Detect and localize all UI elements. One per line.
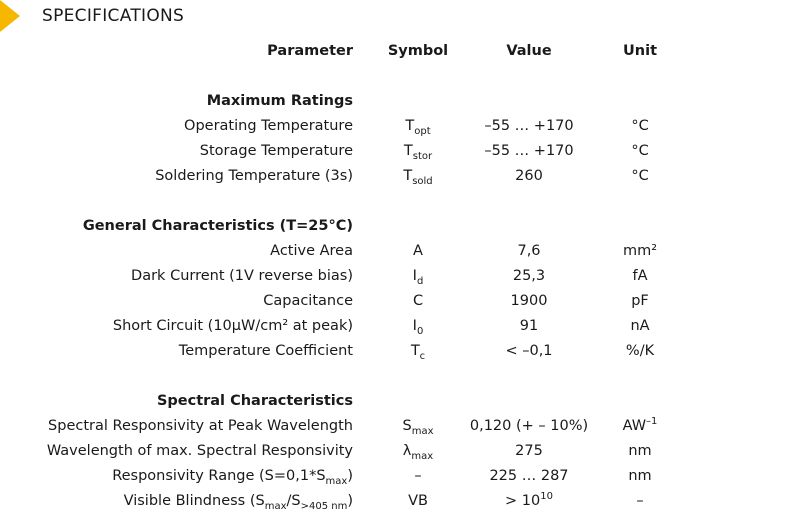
symbol-cell: $T_{opt}$: [405, 118, 431, 137]
column-header-unit: Unit: [623, 43, 657, 59]
section-title: Spectral Characteristics: [156, 393, 353, 409]
value-cell: 260: [515, 168, 543, 184]
parameter-cell: Active Area: [270, 243, 353, 259]
table-row: [0, 339, 799, 364]
unit-cell: pF: [631, 293, 649, 309]
symbol-cell: $T_c$: [410, 343, 426, 362]
section-title-general: [0, 214, 799, 239]
value-cell: 0,120 (+ – 10%): [469, 418, 589, 434]
unit-cell: °C: [631, 143, 649, 159]
parameter-cell: Dark Current (1V reverse bias): [131, 268, 353, 284]
section-title-spectral: [0, 389, 799, 414]
value-cell: 1900: [510, 293, 548, 309]
parameter-cell: Temperature Coefficient: [178, 343, 353, 359]
column-header-symbol: Symbol: [387, 43, 449, 59]
value-cell: –55 … +170: [484, 118, 574, 134]
unit-cell: nA: [630, 318, 650, 334]
table-row: [0, 239, 799, 264]
symbol-cell: –: [414, 468, 422, 484]
symbol-cell: $S_{max}$: [402, 418, 434, 437]
symbol-cell: $T_{stor}$: [403, 143, 433, 162]
value-cell: 225 … 287: [489, 468, 569, 484]
parameter-cell: Responsivity Range $(S=0,1*S_{max})$: [112, 468, 353, 487]
symbol-cell: $I_0$: [412, 318, 424, 337]
parameter-cell: Visible Blindness $(S_{max}/S_{>405 nm})$: [123, 493, 353, 512]
table-row: [0, 489, 799, 514]
parameter-cell: Operating Temperature: [184, 118, 353, 134]
parameter-cell: Storage Temperature: [199, 143, 353, 159]
table-row: [0, 114, 799, 139]
symbol-cell: A: [413, 243, 423, 259]
unit-cell: °C: [631, 118, 649, 134]
symbol-cell: $I_d$: [412, 268, 424, 287]
value-cell: 275: [515, 443, 543, 459]
unit-cell: mm²: [622, 243, 658, 259]
unit-cell: nm: [628, 468, 652, 484]
unit-cell: fA: [632, 268, 648, 284]
parameter-cell: Spectral Responsivity at Peak Wavelength: [48, 418, 353, 434]
table-row: [0, 439, 799, 464]
value-cell: 91: [519, 318, 539, 334]
symbol-cell: C: [412, 293, 424, 309]
section-title: Maximum Ratings: [206, 93, 353, 109]
value-cell: 25,3: [512, 268, 546, 284]
value-cell: –55 … +170: [484, 143, 574, 159]
value-cell: > $10^{10}$: [505, 491, 553, 509]
parameter-cell: Short Circuit (10µW/cm² at peak): [112, 318, 353, 334]
table-row: [0, 139, 799, 164]
table-row: [0, 414, 799, 439]
unit-cell: nm: [628, 443, 652, 459]
unit-cell: %/K: [625, 343, 655, 359]
table-row: [0, 289, 799, 314]
parameter-cell: Soldering Temperature (3s): [155, 168, 353, 184]
unit-cell: –: [636, 493, 644, 509]
symbol-cell: $\lambda_{max}$: [402, 443, 434, 462]
parameter-cell: Wavelength of max. Spectral Responsivity: [46, 443, 353, 459]
page-title: SPECIFICATIONS: [42, 6, 185, 26]
table-row: [0, 314, 799, 339]
table-row: [0, 264, 799, 289]
column-header-parameter: Parameter: [267, 43, 353, 59]
symbol-cell: $T_{sold}$: [403, 168, 433, 187]
unit-cell: $AW^{-1}$: [622, 416, 658, 434]
column-header-row: [0, 39, 799, 64]
section-marker: [0, 0, 20, 32]
table-row: [0, 164, 799, 189]
value-cell: < –0,1: [505, 343, 553, 359]
value-cell: 7,6: [517, 243, 541, 259]
symbol-cell: VB: [408, 493, 428, 509]
parameter-cell: Capacitance: [263, 293, 353, 309]
column-header-value: Value: [506, 43, 552, 59]
section-title-max-ratings: [0, 89, 799, 114]
section-title: General Characteristics (T=25°C): [82, 218, 353, 234]
unit-cell: °C: [631, 168, 649, 184]
table-row: [0, 464, 799, 489]
